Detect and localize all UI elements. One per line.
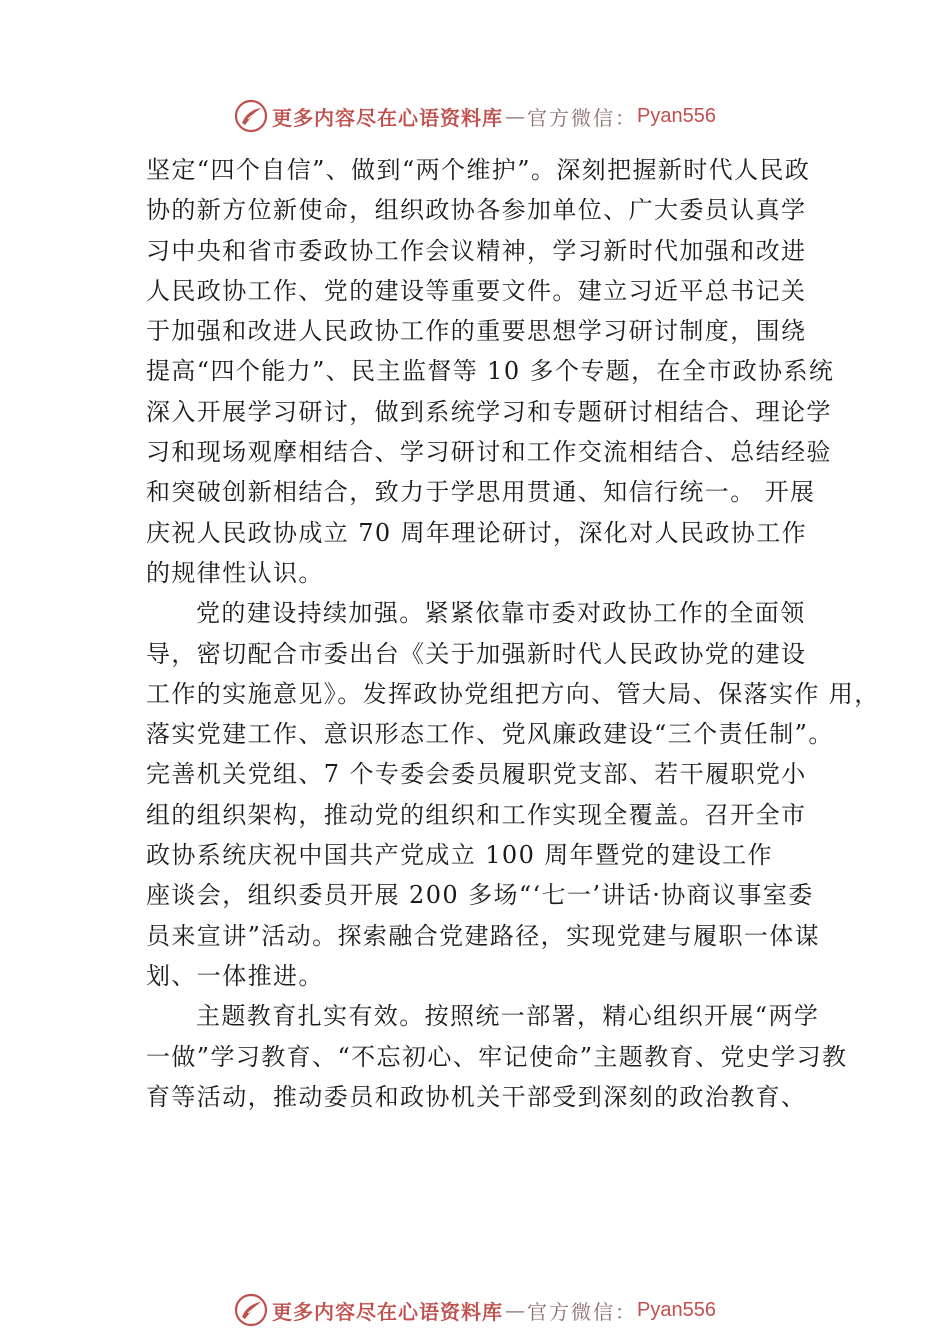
body-line-13: 导，密切配合市委出台《关于加强新时代人民政协党的建设 [146,639,807,668]
body-line-23: 一做”学习教育、“不忘初心、牢记使命”主题教育、党史学习教 [146,1042,848,1071]
body-line-19: 座谈会，组织委员开展 200 多场“‘七一’讲话·协商议事室委 [146,881,814,910]
body-line-2: 协的新方位新使命，组织政协各参加单位、广大委员认真学 [146,196,807,225]
body-line-8: 习和现场观摩相结合、学习研讨和工作交流相结合、总结经验 [146,438,832,467]
header-dash: — [505,104,526,128]
body-line-11: 的规律性认识。 [146,558,324,587]
footer-banner [0,1290,950,1330]
body-line-24: 育等活动，推动委员和政协机关干部受到深刻的政治教育、 [146,1082,807,1111]
body-line-5: 于加强和改进人民政协工作的重要思想学习研讨制度，围绕 [146,317,807,346]
body-line-7: 深入开展学习研讨，做到系统学习和专题研讨相结合、理论学 [146,397,832,426]
body-line-3: 习中央和省市委政协工作会议精神，学习新时代加强和改进 [146,236,807,265]
body-line-10: 庆祝人民政协成立 70 周年理论研讨，深化对人民政协工作 [146,518,807,547]
brand-logo-icon [234,99,268,133]
footer-wechat-id: Pyan556 [637,1298,716,1321]
footer-dash: — [505,1298,526,1322]
paragraph-start-line: 党的建设持续加强。紧紧依靠市委对政协工作的全面领 [196,599,806,628]
header-wechat-id: Pyan556 [637,104,716,127]
footer-brand-text: 更多内容尽在心语资料库 [272,1299,504,1324]
header-brand-text: 更多内容尽在心语资料库 [272,105,504,130]
body-line-14: 工作的实施意见》。发挥政协党组把方向、管大局、保落实作 用， [146,679,880,708]
body-line-17: 组的组织架构，推动党的组织和工作实现全覆盖。召开全市 [146,800,807,829]
body-line-18: 政协系统庆祝中国共产党成立 100 周年暨党的建设工作 [146,841,773,870]
body-line-1: 坚定“四个自信”、做到“两个维护”。深刻把握新时代人民政 [146,156,811,184]
body-line-15: 落实党建工作、意识形态工作、党风廉政建设“三个责任制”。 [146,720,834,749]
header-banner [0,96,950,136]
header-contact-label: 官方微信： [527,105,638,130]
body-line-6: 提高“四个能力”、民主监督等 10 多个专题，在全市政协系统 [146,357,835,386]
body-line-16: 完善机关党组、7 个专委会委员履职党支部、若干履职党小 [146,760,807,789]
paragraph-start-line: 主题教育扎实有效。按照统一部署，精心组织开展“两学 [196,1002,820,1031]
body-line-21: 划、一体推进。 [146,961,324,990]
body-line-4: 人民政协工作、党的建设等重要文件。建立习近平总书记关 [146,276,807,305]
document-body [146,150,880,1117]
body-line-9: 和突破创新相结合，致力于学思用贯通、知信行统一。 开展 [146,478,816,507]
footer-contact-label: 官方微信： [527,1299,638,1324]
body-line-20: 员来宣讲”活动。探索融合党建路径，实现党建与履职一体谋 [146,921,821,950]
brand-logo-icon [234,1293,268,1327]
